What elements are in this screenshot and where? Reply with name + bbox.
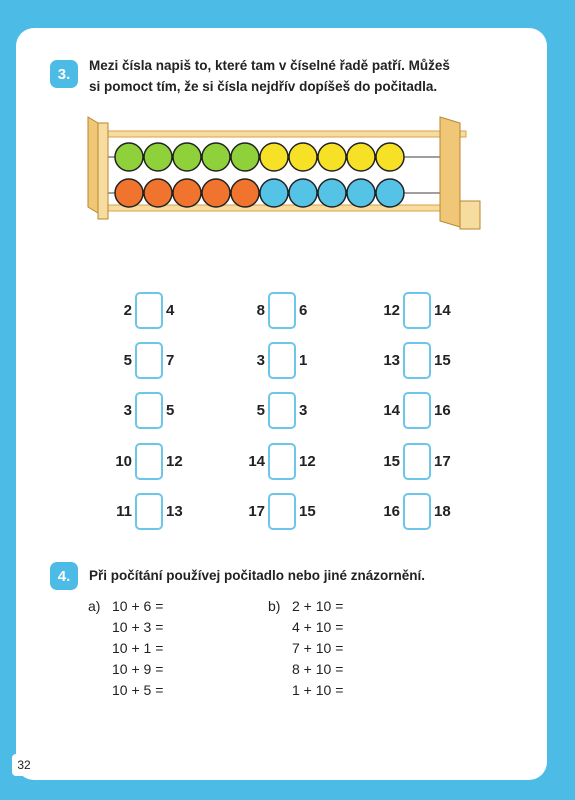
exercise-b-2: 4 + 10 = (292, 619, 344, 635)
exercise-b-label: b) (268, 598, 281, 614)
sequence-right-number: 16 (434, 402, 451, 419)
answer-box[interactable] (135, 443, 163, 480)
sequence-right-number: 17 (434, 453, 451, 470)
answer-box[interactable] (403, 392, 431, 429)
sequence-right-number: 15 (434, 352, 451, 369)
exercise-a-1: 10 + 6 = (112, 598, 164, 614)
sequence-item (108, 292, 190, 329)
bottom-bead-10 (376, 179, 404, 207)
sequence-left-number: 14 (248, 453, 265, 470)
sequence-right-number: 12 (299, 453, 316, 470)
sequence-left-number: 5 (123, 352, 132, 369)
sequence-item (108, 493, 190, 530)
top-bead-9 (347, 143, 375, 171)
task-3-line-2: si pomoct tím, že si čísla nejdřív dopíšeš do počitadla. (89, 79, 438, 94)
answer-box[interactable] (403, 443, 431, 480)
top-bead-4 (202, 143, 230, 171)
exercise-a-2: 10 + 3 = (112, 619, 164, 635)
sequence-item (241, 392, 323, 429)
exercise-b-4: 8 + 10 = (292, 661, 344, 677)
answer-box[interactable] (135, 493, 163, 530)
answer-box[interactable] (268, 493, 296, 530)
abacus (86, 113, 486, 233)
answer-box[interactable] (268, 292, 296, 329)
sequence-left-number: 15 (383, 453, 400, 470)
sequence-right-number: 4 (166, 302, 175, 319)
sequence-right-number: 1 (299, 352, 308, 369)
sequence-left-number: 17 (248, 503, 265, 520)
exercise-a-4: 10 + 9 = (112, 661, 164, 677)
abacus-top-row (115, 143, 404, 171)
sequence-item (108, 392, 190, 429)
sequence-item (241, 493, 323, 530)
sequence-left-number: 13 (383, 352, 400, 369)
sequence-item (376, 493, 458, 530)
top-bead-5 (231, 143, 259, 171)
answer-box[interactable] (135, 292, 163, 329)
exercise-a-5: 10 + 5 = (112, 682, 164, 698)
answer-box[interactable] (135, 342, 163, 379)
top-bead-1 (115, 143, 143, 171)
sequence-left-number: 11 (116, 503, 132, 520)
exercise-column-b (268, 596, 418, 706)
answer-box[interactable] (268, 443, 296, 480)
sequence-item (108, 443, 190, 480)
task-3-badge: 3. (50, 60, 78, 88)
sequence-right-number: 7 (166, 352, 175, 369)
exercise-a-3: 10 + 1 = (112, 640, 164, 656)
sequence-item (241, 443, 323, 480)
sequence-item (108, 342, 190, 379)
sequence-left-number: 5 (256, 402, 265, 419)
sequence-left-number: 14 (383, 402, 400, 419)
answer-box[interactable] (403, 493, 431, 530)
sequence-item (376, 292, 458, 329)
task-4-badge: 4. (50, 562, 78, 590)
sequence-right-number: 6 (299, 302, 308, 319)
sequence-right-number: 15 (299, 503, 316, 520)
sequence-left-number: 12 (383, 302, 400, 319)
top-bead-8 (318, 143, 346, 171)
top-bead-6 (260, 143, 288, 171)
answer-box[interactable] (403, 342, 431, 379)
task-4-instruction: Při počítání používej počitadlo nebo jiné znázornění. (89, 568, 426, 583)
bottom-bead-1 (115, 179, 143, 207)
bottom-bead-9 (347, 179, 375, 207)
exercise-b-3: 7 + 10 = (292, 640, 344, 656)
bottom-bead-4 (202, 179, 230, 207)
sequence-item (241, 342, 323, 379)
answer-box[interactable] (268, 342, 296, 379)
bottom-bead-8 (318, 179, 346, 207)
sequence-item (376, 443, 458, 480)
bottom-bead-5 (231, 179, 259, 207)
sequence-left-number: 8 (256, 302, 265, 319)
top-bead-2 (144, 143, 172, 171)
exercise-a-label: a) (88, 598, 101, 614)
sequence-right-number: 12 (166, 453, 183, 470)
sequence-left-number: 10 (115, 453, 132, 470)
page-number: 32 (12, 754, 36, 776)
sequence-left-number: 2 (123, 302, 132, 319)
exercise-column-a (88, 596, 238, 706)
sequence-item (241, 292, 323, 329)
abacus-bottom-row (115, 179, 404, 207)
sequence-right-number: 14 (434, 302, 451, 319)
sequence-left-number: 3 (123, 402, 132, 419)
task-3-instruction (89, 55, 450, 97)
bottom-bead-3 (173, 179, 201, 207)
top-bead-7 (289, 143, 317, 171)
exercise-b-5: 1 + 10 = (292, 682, 344, 698)
top-bead-3 (173, 143, 201, 171)
sequence-item (376, 342, 458, 379)
bottom-bead-7 (289, 179, 317, 207)
bottom-bead-2 (144, 179, 172, 207)
sequence-right-number: 5 (166, 402, 175, 419)
task-3-line-1: Mezi čísla napiš to, které tam v číselné řadě patří. Můžeš (89, 58, 450, 73)
sequence-right-number: 18 (434, 503, 451, 520)
bottom-bead-6 (260, 179, 288, 207)
sequence-right-number: 3 (299, 402, 308, 419)
answer-box[interactable] (135, 392, 163, 429)
sequence-left-number: 3 (256, 352, 265, 369)
top-bead-10 (376, 143, 404, 171)
answer-box[interactable] (403, 292, 431, 329)
sequence-item (376, 392, 458, 429)
sequence-left-number: 16 (383, 503, 400, 520)
answer-box[interactable] (268, 392, 296, 429)
sequence-right-number: 13 (166, 503, 183, 520)
exercise-b-1: 2 + 10 = (292, 598, 344, 614)
